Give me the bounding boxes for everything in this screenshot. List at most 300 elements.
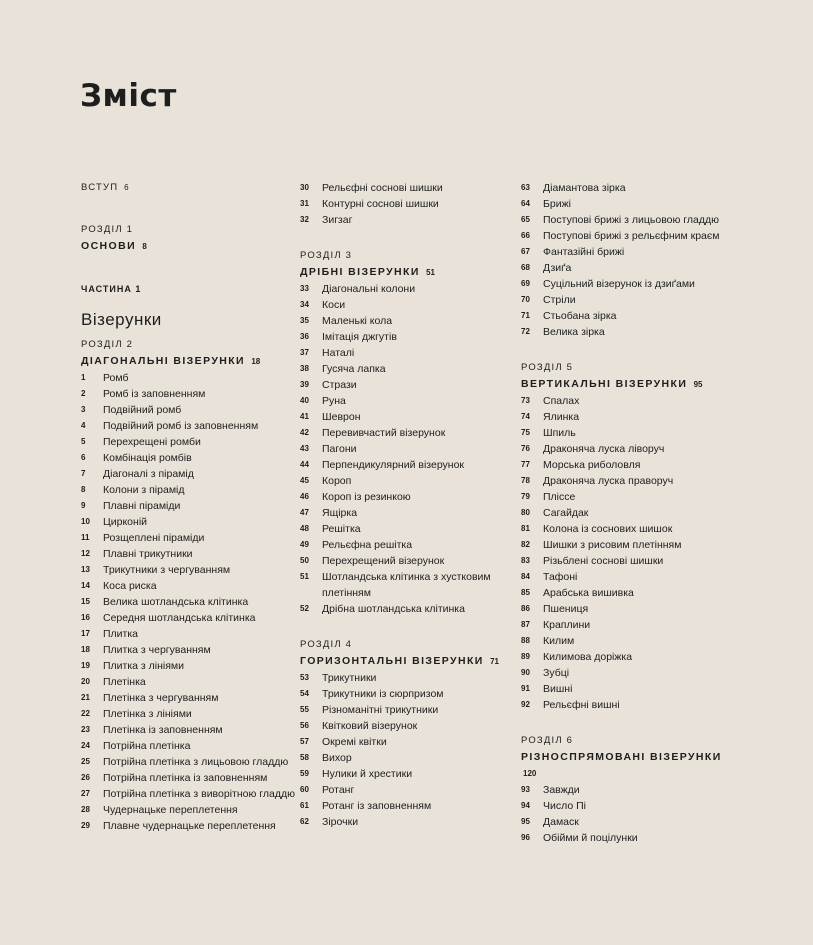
toc-entry[interactable] bbox=[300, 718, 515, 734]
toc-entry-number: 13 bbox=[81, 565, 90, 574]
toc-entry[interactable] bbox=[521, 521, 736, 537]
toc-entry-title: Поступові брижі з рельєфним краєм bbox=[543, 230, 720, 242]
toc-entry-number: 45 bbox=[300, 476, 309, 485]
part-1-title: Візерунки bbox=[81, 310, 162, 329]
toc-entry-title: Наталі bbox=[322, 347, 355, 359]
toc-entry[interactable] bbox=[521, 409, 736, 425]
section-2-title[interactable] bbox=[81, 353, 296, 370]
toc-entry[interactable] bbox=[300, 409, 515, 425]
toc-entry-number: 50 bbox=[300, 556, 309, 565]
section-1-title-text: ОСНОВИ bbox=[81, 240, 137, 252]
toc-entry[interactable] bbox=[521, 425, 736, 441]
toc-entry-number: 34 bbox=[300, 300, 309, 309]
section-4-title-text: ГОРИЗОНТАЛЬНІ ВІЗЕРУНКИ bbox=[300, 655, 484, 667]
toc-entry[interactable] bbox=[521, 782, 736, 798]
toc-entry[interactable] bbox=[300, 393, 515, 409]
toc-entry-title: Потрійна плетінка bbox=[103, 740, 191, 752]
toc-entry-number: 5 bbox=[81, 437, 86, 446]
toc-entry-number: 81 bbox=[521, 524, 530, 533]
toc-entry[interactable] bbox=[521, 665, 736, 681]
toc-entry-number: 83 bbox=[521, 556, 530, 565]
toc-entry-number: 15 bbox=[81, 597, 90, 606]
toc-entry[interactable] bbox=[521, 228, 736, 244]
toc-entry[interactable] bbox=[300, 473, 515, 489]
toc-entry-number: 60 bbox=[300, 785, 309, 794]
toc-entry[interactable] bbox=[300, 734, 515, 750]
toc-entry-number: 12 bbox=[81, 549, 90, 558]
toc-entry-number: 4 bbox=[81, 421, 86, 430]
toc-entry-number: 67 bbox=[521, 247, 530, 256]
toc-entry-title: Шотландська клітинка з хустковим плетінням bbox=[322, 571, 491, 599]
toc-entry-number: 9 bbox=[81, 501, 86, 510]
toc-entry-number: 31 bbox=[300, 199, 309, 208]
toc-entry-title: Коси bbox=[322, 299, 346, 311]
toc-entry-title: Пліссе bbox=[543, 491, 576, 503]
toc-entry-title: Ромб bbox=[103, 372, 129, 384]
toc-entry-number: 82 bbox=[521, 540, 530, 549]
toc-entry-number: 38 bbox=[300, 364, 309, 373]
toc-entry-title: Діагональні колони bbox=[322, 283, 416, 295]
toc-entry-title: Зірочки bbox=[322, 816, 359, 828]
toc-entry-number: 90 bbox=[521, 668, 530, 677]
toc-entry[interactable] bbox=[521, 180, 736, 196]
toc-entry[interactable] bbox=[81, 514, 296, 530]
toc-entry-title: Потрійна плетінка із заповненням bbox=[103, 772, 268, 784]
toc-entry-number: 27 bbox=[81, 789, 90, 798]
toc-entry-title: Гусяча лапка bbox=[322, 363, 386, 375]
toc-entry-title: Квітковий візерунок bbox=[322, 720, 418, 732]
section-5-page: 95 bbox=[693, 380, 703, 389]
toc-column-3 bbox=[521, 180, 736, 846]
toc-entry-title: Плетінка з лініями bbox=[103, 708, 192, 720]
toc-entry-title: Пшениця bbox=[543, 603, 589, 615]
toc-entry-number: 1 bbox=[81, 373, 86, 382]
toc-entry-number: 43 bbox=[300, 444, 309, 453]
toc-entry[interactable] bbox=[81, 546, 296, 562]
toc-entry[interactable] bbox=[81, 610, 296, 626]
toc-entry[interactable] bbox=[521, 537, 736, 553]
toc-entry-title: Маленькі кола bbox=[322, 315, 393, 327]
part-1-label: ЧАСТИНА 1 bbox=[81, 284, 142, 294]
toc-entry[interactable] bbox=[521, 798, 736, 814]
section-3-title[interactable] bbox=[300, 264, 515, 281]
toc-entry-number: 95 bbox=[521, 817, 530, 826]
toc-entry[interactable] bbox=[81, 818, 296, 834]
toc-entry[interactable] bbox=[81, 418, 296, 434]
toc-entry-title: Контурні соснові шишки bbox=[322, 198, 439, 210]
toc-entry-number: 85 bbox=[521, 588, 530, 597]
toc-entry-number: 94 bbox=[521, 801, 530, 810]
toc-entry[interactable] bbox=[81, 594, 296, 610]
toc-entry-title: Плетінка з чергуванням bbox=[103, 692, 219, 704]
toc-entry[interactable] bbox=[300, 377, 515, 393]
toc-entry-number: 28 bbox=[81, 805, 90, 814]
toc-entry-title: Шишки з рисовим плетінням bbox=[543, 539, 682, 551]
toc-entry[interactable] bbox=[81, 562, 296, 578]
intro-label: ВСТУП bbox=[81, 182, 119, 193]
toc-entry-number: 73 bbox=[521, 396, 530, 405]
toc-entry-title: Колона із соснових шишок bbox=[543, 523, 673, 535]
toc-entry[interactable] bbox=[521, 393, 736, 409]
section-2-label: РОЗДІЛ 2 bbox=[81, 339, 134, 350]
toc-entry[interactable] bbox=[300, 329, 515, 345]
toc-entry-number: 66 bbox=[521, 231, 530, 240]
toc-entry[interactable] bbox=[521, 649, 736, 665]
toc-entry[interactable] bbox=[81, 754, 296, 770]
toc-entry-number: 62 bbox=[300, 817, 309, 826]
section-5-label: РОЗДІЛ 5 bbox=[521, 362, 574, 373]
toc-entry-number: 44 bbox=[300, 460, 309, 469]
toc-entry-title: Рельєфні соснові шишки bbox=[322, 182, 443, 194]
toc-entry[interactable] bbox=[300, 489, 515, 505]
toc-entry-number: 80 bbox=[521, 508, 530, 517]
toc-entry-title: Решітка bbox=[322, 523, 361, 535]
toc-entry-title: Суцільний візерунок із дзиґами bbox=[543, 278, 695, 290]
toc-entry-title: Трикутники із сюрпризом bbox=[322, 688, 444, 700]
section-2-title-text: ДІАГОНАЛЬНІ ВІЗЕРУНКИ bbox=[81, 355, 246, 367]
toc-entry-title: Ротанг bbox=[322, 784, 355, 796]
toc-entry[interactable] bbox=[81, 450, 296, 466]
toc-entry[interactable] bbox=[521, 830, 736, 846]
toc-entry[interactable] bbox=[521, 244, 736, 260]
toc-entry[interactable] bbox=[300, 569, 515, 601]
section-3-title-text: ДРІБНІ ВІЗЕРУНКИ bbox=[300, 266, 420, 278]
toc-entry-title: Обійми й поцілунки bbox=[543, 832, 638, 844]
toc-entry[interactable] bbox=[81, 530, 296, 546]
toc-entry[interactable] bbox=[81, 370, 296, 386]
toc-entry-number: 91 bbox=[521, 684, 530, 693]
toc-entry[interactable] bbox=[521, 617, 736, 633]
toc-entry-title: Короп bbox=[322, 475, 352, 487]
toc-entry-title: Плетінка із заповненням bbox=[103, 724, 223, 736]
toc-entry-title: Драконяча луска праворуч bbox=[543, 475, 674, 487]
toc-entry-number: 23 bbox=[81, 725, 90, 734]
toc-entry[interactable] bbox=[521, 681, 736, 697]
toc-entry-title: Плитка з чергуванням bbox=[103, 644, 211, 656]
toc-entry-title: Вишні bbox=[543, 683, 573, 695]
toc-entry-number: 20 bbox=[81, 677, 90, 686]
toc-entry-number: 93 bbox=[521, 785, 530, 794]
toc-entry[interactable] bbox=[521, 585, 736, 601]
toc-entry-title: Ротанг із заповненням bbox=[322, 800, 432, 812]
toc-entry-number: 8 bbox=[81, 485, 86, 494]
toc-entry[interactable] bbox=[300, 702, 515, 718]
toc-entry[interactable] bbox=[300, 553, 515, 569]
section-3-label: РОЗДІЛ 3 bbox=[300, 250, 353, 261]
toc-entry[interactable] bbox=[300, 750, 515, 766]
toc-entry-title: Дрібна шотландська клітинка bbox=[322, 603, 465, 615]
toc-entry-title: Ромб із заповненням bbox=[103, 388, 206, 400]
toc-entry[interactable] bbox=[81, 482, 296, 498]
toc-entry-title: Плавне чудернацьке переплетення bbox=[103, 820, 276, 832]
toc-entry[interactable] bbox=[300, 766, 515, 782]
page-title: Зміст bbox=[80, 78, 177, 114]
toc-entry[interactable] bbox=[81, 690, 296, 706]
toc-entry-number: 89 bbox=[521, 652, 530, 661]
toc-entry-title: Килим bbox=[543, 635, 575, 647]
toc-entry[interactable] bbox=[300, 601, 515, 617]
toc-entry[interactable] bbox=[300, 441, 515, 457]
toc-entry-number: 47 bbox=[300, 508, 309, 517]
toc-entry[interactable] bbox=[521, 260, 736, 276]
toc-entry[interactable] bbox=[81, 466, 296, 482]
toc-entry[interactable] bbox=[81, 386, 296, 402]
toc-entry-title: Перевивчастий візерунок bbox=[322, 427, 446, 439]
section-4-list-cont bbox=[521, 180, 736, 340]
toc-entry[interactable] bbox=[521, 457, 736, 473]
toc-entry-number: 78 bbox=[521, 476, 530, 485]
intro-page: 6 bbox=[124, 183, 129, 192]
toc-entry-number: 3 bbox=[81, 405, 86, 414]
toc-entry[interactable] bbox=[521, 569, 736, 585]
toc-entry-number: 16 bbox=[81, 613, 90, 622]
toc-entry[interactable] bbox=[521, 212, 736, 228]
section-4-label: РОЗДІЛ 4 bbox=[300, 639, 353, 650]
toc-entry-number: 7 bbox=[81, 469, 86, 478]
toc-entry-title: Різьблені соснові шишки bbox=[543, 555, 664, 567]
toc-entry[interactable] bbox=[300, 425, 515, 441]
toc-entry[interactable] bbox=[81, 722, 296, 738]
intro-entry[interactable] bbox=[81, 180, 296, 196]
toc-entry-title: Тафоні bbox=[543, 571, 578, 583]
toc-entry-title: Ящірка bbox=[322, 507, 358, 519]
toc-entry-title: Розщеплені піраміди bbox=[103, 532, 205, 544]
section-4-page: 71 bbox=[490, 657, 499, 666]
toc-entry-title: Різноманітні трикутники bbox=[322, 704, 439, 716]
toc-entry-number: 42 bbox=[300, 428, 309, 437]
toc-entry-number: 22 bbox=[81, 709, 90, 718]
toc-entry-title: Короп із резинкою bbox=[322, 491, 411, 503]
toc-entry-title: Подвійний ромб bbox=[103, 404, 182, 416]
toc-entry[interactable] bbox=[300, 345, 515, 361]
toc-entry-title: Краплини bbox=[543, 619, 591, 631]
toc-entry[interactable] bbox=[300, 814, 515, 830]
toc-entry-number: 58 bbox=[300, 753, 309, 762]
toc-entry[interactable] bbox=[300, 196, 515, 212]
toc-entry[interactable] bbox=[521, 505, 736, 521]
toc-entry-number: 41 bbox=[300, 412, 309, 421]
toc-entry-title: Рельєфні вишні bbox=[543, 699, 620, 711]
toc-column-1 bbox=[81, 180, 296, 834]
toc-entry[interactable] bbox=[81, 498, 296, 514]
toc-entry-number: 71 bbox=[521, 311, 530, 320]
toc-entry[interactable] bbox=[300, 361, 515, 377]
toc-entry[interactable] bbox=[521, 292, 736, 308]
toc-entry-number: 63 bbox=[521, 183, 530, 192]
toc-entry[interactable] bbox=[521, 196, 736, 212]
toc-entry[interactable] bbox=[300, 537, 515, 553]
toc-entry-number: 46 bbox=[300, 492, 309, 501]
toc-entry-number: 18 bbox=[81, 645, 90, 654]
toc-entry-number: 70 bbox=[521, 295, 530, 304]
toc-entry-number: 76 bbox=[521, 444, 530, 453]
toc-entry-number: 56 bbox=[300, 721, 309, 730]
toc-entry-number: 65 bbox=[521, 215, 530, 224]
toc-entry-number: 14 bbox=[81, 581, 90, 590]
toc-entry[interactable] bbox=[521, 324, 736, 340]
section-3-list bbox=[300, 281, 515, 617]
toc-entry-number: 39 bbox=[300, 380, 309, 389]
toc-entry-number: 2 bbox=[81, 389, 86, 398]
toc-entry-title: Колони з пірамід bbox=[103, 484, 185, 496]
toc-entry-title: Велика зірка bbox=[543, 326, 605, 338]
toc-entry-title: Перехрещений візерунок bbox=[322, 555, 445, 567]
toc-entry-title: Рельєфна решітка bbox=[322, 539, 413, 551]
toc-entry[interactable] bbox=[521, 473, 736, 489]
toc-entry-title: Завжди bbox=[543, 784, 580, 796]
toc-entry[interactable] bbox=[81, 402, 296, 418]
section-1-label: РОЗДІЛ 1 bbox=[81, 224, 134, 235]
section-2-page: 18 bbox=[251, 357, 261, 366]
toc-entry-title: Руна bbox=[322, 395, 346, 407]
toc-entry[interactable] bbox=[521, 697, 736, 713]
toc-entry-number: 52 bbox=[300, 604, 309, 613]
section-6-label: РОЗДІЛ 6 bbox=[521, 735, 574, 746]
section-4-list bbox=[300, 670, 515, 830]
toc-entry-title: Шпиль bbox=[543, 427, 576, 439]
toc-entry-title: Діамантова зірка bbox=[543, 182, 626, 194]
toc-entry-number: 55 bbox=[300, 705, 309, 714]
toc-entry[interactable] bbox=[81, 738, 296, 754]
toc-entry[interactable] bbox=[81, 674, 296, 690]
toc-entry[interactable] bbox=[300, 281, 515, 297]
toc-entry[interactable] bbox=[300, 212, 515, 228]
toc-entry[interactable] bbox=[300, 521, 515, 537]
section-1-title[interactable] bbox=[81, 238, 296, 255]
toc-entry[interactable] bbox=[521, 308, 736, 324]
toc-entry-title: Плитка з лініями bbox=[103, 660, 185, 672]
toc-entry-number: 10 bbox=[81, 517, 90, 526]
toc-entry-title: Спалах bbox=[543, 395, 580, 407]
toc-entry-title: Число Пі bbox=[543, 800, 586, 812]
toc-entry-number: 74 bbox=[521, 412, 530, 421]
section-5-list bbox=[521, 393, 736, 713]
toc-entry-title: Вихор bbox=[322, 752, 352, 764]
toc-entry-title: Дзиґа bbox=[543, 262, 572, 274]
toc-entry-title: Морська риболовля bbox=[543, 459, 641, 471]
toc-entry-number: 30 bbox=[300, 183, 309, 192]
toc-entry-title: Потрійна плетінка з виворітною гладдю bbox=[103, 788, 295, 800]
section-5-title-text: ВЕРТИКАЛЬНІ ВІЗЕРУНКИ bbox=[521, 378, 688, 390]
toc-entry-number: 92 bbox=[521, 700, 530, 709]
toc-entry[interactable] bbox=[300, 313, 515, 329]
toc-entry-title: Трикутники bbox=[322, 672, 377, 684]
toc-entry-title: Перпендикулярний візерунок bbox=[322, 459, 465, 471]
toc-entry-title: Зигзаг bbox=[322, 214, 353, 226]
toc-entry-title: Подвійний ромб із заповненням bbox=[103, 420, 259, 432]
toc-entry-number: 96 bbox=[521, 833, 530, 842]
section-4-title[interactable] bbox=[300, 653, 515, 670]
toc-entry-title: Окремі квітки bbox=[322, 736, 387, 748]
toc-entry-number: 57 bbox=[300, 737, 309, 746]
toc-entry[interactable] bbox=[521, 441, 736, 457]
toc-entry-title: Плавні трикутники bbox=[103, 548, 193, 560]
toc-entry[interactable] bbox=[81, 770, 296, 786]
toc-entry[interactable] bbox=[300, 798, 515, 814]
toc-entry[interactable] bbox=[81, 658, 296, 674]
section-6-list bbox=[521, 782, 736, 846]
section-5-title[interactable] bbox=[521, 376, 736, 393]
toc-entry-number: 17 bbox=[81, 629, 90, 638]
toc-entry[interactable] bbox=[300, 180, 515, 196]
toc-entry-title: Середня шотландська клітинка bbox=[103, 612, 256, 624]
toc-entry-number: 51 bbox=[300, 572, 309, 581]
toc-entry-title: Комбінація ромбів bbox=[103, 452, 192, 464]
toc-entry-title: Ялинка bbox=[543, 411, 580, 423]
toc-entry[interactable] bbox=[300, 782, 515, 798]
toc-entry-number: 26 bbox=[81, 773, 90, 782]
toc-entry[interactable] bbox=[300, 686, 515, 702]
toc-entry-number: 21 bbox=[81, 693, 90, 702]
toc-entry-title: Трикутники з чергуванням bbox=[103, 564, 231, 576]
toc-entry[interactable] bbox=[81, 626, 296, 642]
toc-entry-number: 88 bbox=[521, 636, 530, 645]
toc-entry-number: 49 bbox=[300, 540, 309, 549]
toc-entry-number: 24 bbox=[81, 741, 90, 750]
toc-entry-title: Плавні піраміди bbox=[103, 500, 181, 512]
toc-entry[interactable] bbox=[300, 670, 515, 686]
toc-entry-number: 35 bbox=[300, 316, 309, 325]
toc-entry[interactable] bbox=[300, 297, 515, 313]
toc-entry[interactable] bbox=[521, 814, 736, 830]
toc-entry[interactable] bbox=[521, 276, 736, 292]
toc-entry-number: 87 bbox=[521, 620, 530, 629]
toc-entry-number: 32 bbox=[300, 215, 309, 224]
toc-entry[interactable] bbox=[300, 505, 515, 521]
toc-entry-number: 59 bbox=[300, 769, 309, 778]
toc-entry-number: 53 bbox=[300, 673, 309, 682]
toc-entry-number: 68 bbox=[521, 263, 530, 272]
toc-entry[interactable] bbox=[521, 633, 736, 649]
toc-entry-number: 69 bbox=[521, 279, 530, 288]
toc-entry-number: 84 bbox=[521, 572, 530, 581]
toc-entry-title: Імітація джгутів bbox=[322, 331, 397, 343]
toc-entry-number: 54 bbox=[300, 689, 309, 698]
toc-entry-number: 72 bbox=[521, 327, 530, 336]
section-6-title[interactable] bbox=[521, 749, 736, 782]
toc-entry[interactable] bbox=[81, 786, 296, 802]
toc-entry[interactable] bbox=[81, 578, 296, 594]
toc-entry-number: 11 bbox=[81, 533, 90, 542]
toc-entry[interactable] bbox=[521, 489, 736, 505]
toc-entry-title: Шеврон bbox=[322, 411, 361, 423]
toc-entry[interactable] bbox=[81, 706, 296, 722]
toc-entry-number: 64 bbox=[521, 199, 530, 208]
toc-entry-title: Стрази bbox=[322, 379, 357, 391]
toc-entry-number: 37 bbox=[300, 348, 309, 357]
toc-entry-title: Килимова доріжка bbox=[543, 651, 633, 663]
toc-entry-title: Потрійна плетінка з лицьовою гладдю bbox=[103, 756, 289, 768]
toc-entry[interactable] bbox=[300, 457, 515, 473]
toc-entry-title: Діагоналі з пірамід bbox=[103, 468, 194, 480]
toc-entry[interactable] bbox=[521, 601, 736, 617]
toc-entry-number: 19 bbox=[81, 661, 90, 670]
toc-entry-number: 40 bbox=[300, 396, 309, 405]
section-6-title-text: РІЗНОСПРЯМОВАНІ ВІЗЕРУНКИ bbox=[521, 751, 722, 763]
section-3-page: 51 bbox=[426, 268, 436, 277]
toc-entry-title: Дамаск bbox=[543, 816, 579, 828]
toc-entry-title: Цирконій bbox=[103, 516, 148, 528]
toc-entry[interactable] bbox=[81, 802, 296, 818]
toc-entry[interactable] bbox=[81, 642, 296, 658]
toc-entry[interactable] bbox=[521, 553, 736, 569]
toc-entry-number: 75 bbox=[521, 428, 530, 437]
toc-entry-title: Плетінка bbox=[103, 676, 146, 688]
toc-entry-number: 6 bbox=[81, 453, 86, 462]
toc-entry[interactable] bbox=[81, 434, 296, 450]
toc-entry-title: Плитка bbox=[103, 628, 139, 640]
toc-entry-title: Чудернацьке переплетення bbox=[103, 804, 238, 816]
